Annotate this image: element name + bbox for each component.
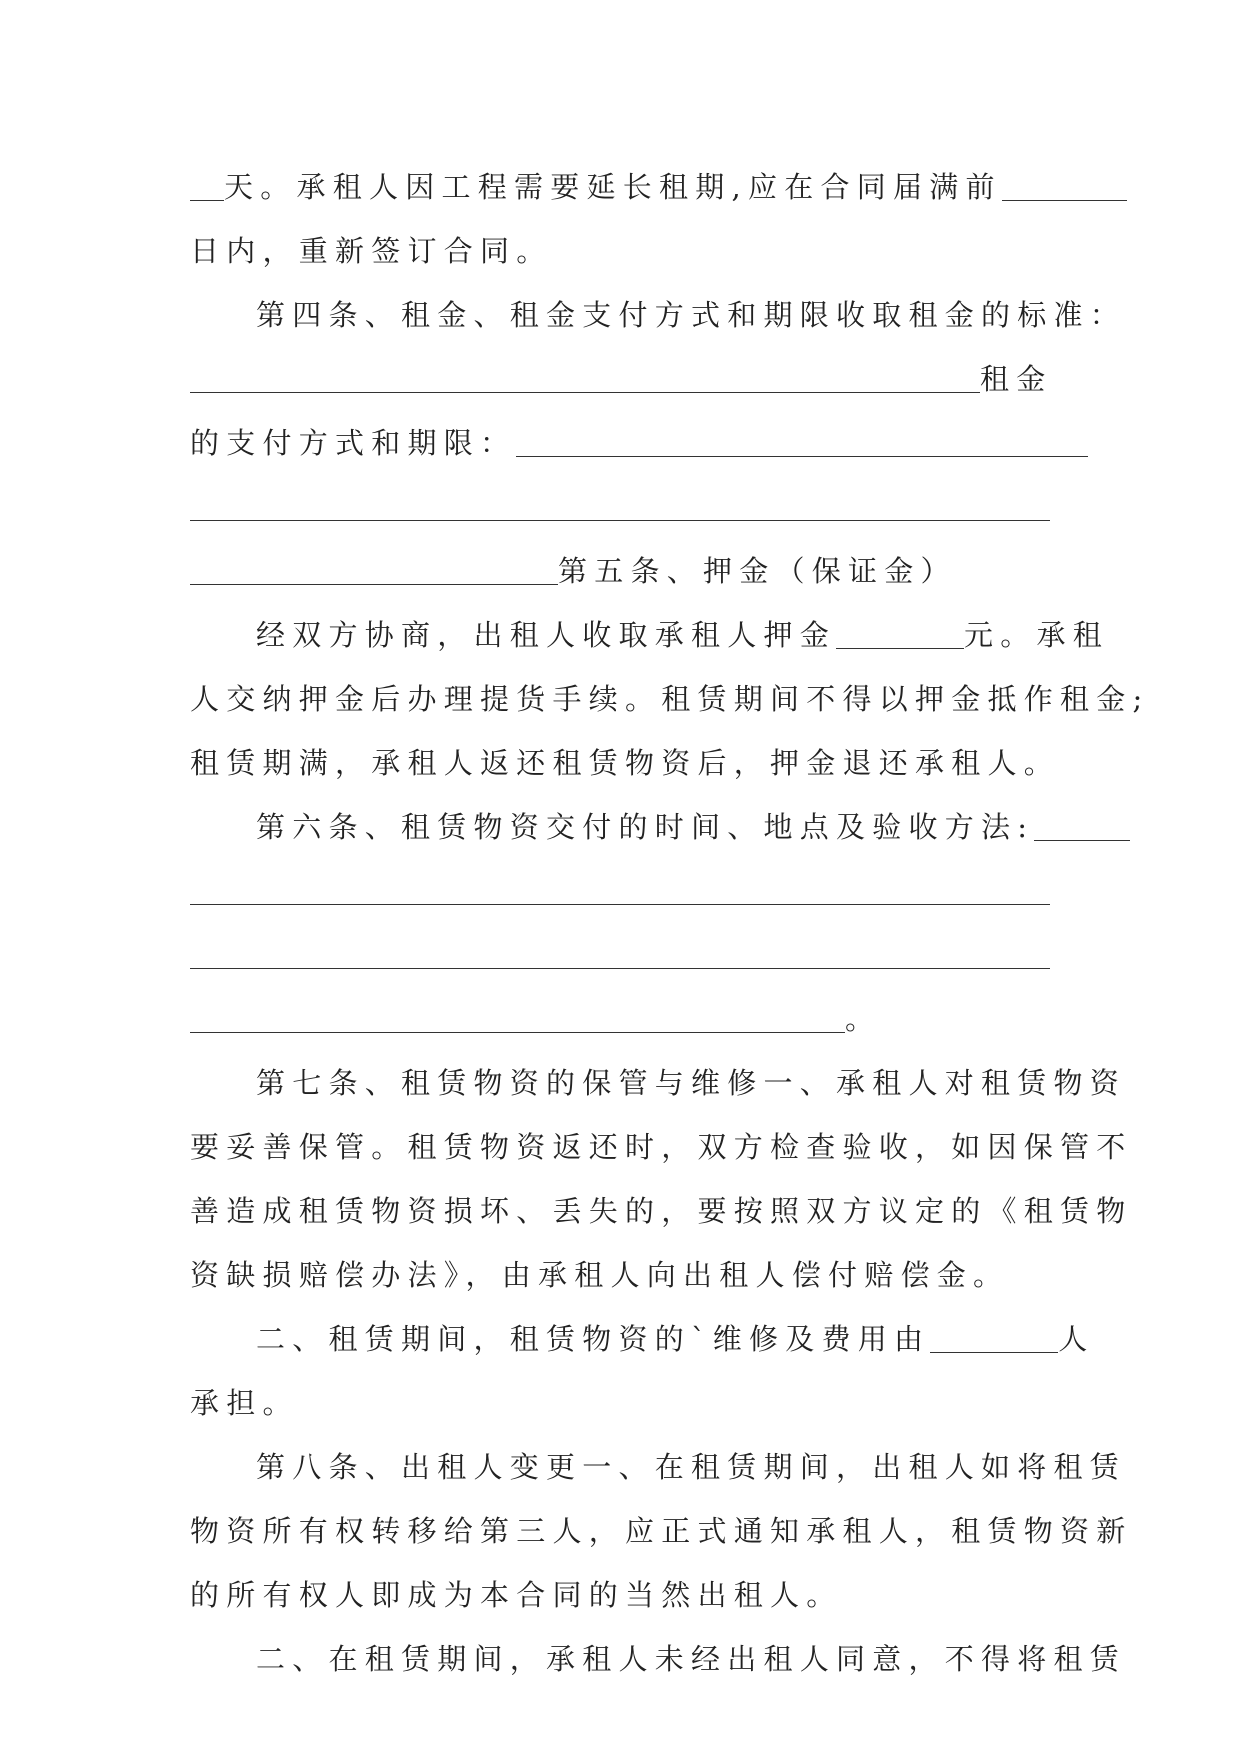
text-line [190, 731, 1061, 795]
line-text: 元。承租 [964, 618, 1110, 652]
line-text: 二、在租赁期间，承租人未经出租人同意，不得将租赁 [256, 1642, 1127, 1676]
text-line [190, 1499, 1133, 1563]
text-line [190, 411, 1050, 475]
line-text: 第七条、租赁物资的保管与维修一、承租人对租赁物资 [256, 1066, 1127, 1100]
line-text: 第四条、租金、租金支付方式和期限收取租金的标准： [256, 298, 1127, 332]
line-text: 日内，重新签订合同。 [190, 234, 553, 268]
text-line [190, 219, 1050, 283]
article-8-heading [190, 1435, 1127, 1499]
fill-blank [190, 490, 1050, 521]
line-text: 的支付方式和期限： [190, 426, 517, 460]
text-line [190, 1563, 1050, 1627]
fill-blank [930, 1322, 1058, 1353]
fill-blank [190, 874, 1050, 905]
text-line [190, 667, 1150, 731]
text-line [190, 347, 1053, 411]
article-4-heading [190, 283, 1127, 347]
line-text: 天。承租人因工程需要延长租期,应在合同届满前 [224, 170, 1002, 204]
fill-blank [1034, 810, 1130, 841]
line-text: 第六条、租赁物资交付的时间、地点及验收方法: [256, 810, 1035, 844]
text-line [190, 987, 1050, 1051]
text-line [190, 1307, 1095, 1371]
line-text: 的所有权人即成为本合同的当然出租人。 [190, 1578, 843, 1612]
text-line [190, 603, 1110, 667]
text-line [190, 1371, 1050, 1435]
line-text: 租金 [980, 362, 1053, 396]
fill-blank [190, 170, 224, 201]
line-text: 第八条、出租人变更一、在租赁期间，出租人如将租赁 [256, 1450, 1127, 1484]
fill-blank [1002, 170, 1127, 201]
fill-blank [516, 426, 1088, 457]
fill-blank [190, 362, 980, 393]
text-line [190, 475, 1050, 539]
line-text: 租赁期满，承租人返还租赁物资后，押金退还承租人。 [190, 746, 1061, 780]
line-text: 第五条、押金（保证金） [558, 554, 957, 588]
text-line [190, 1179, 1133, 1243]
text-line [190, 155, 1050, 219]
text-line [190, 923, 1050, 987]
text-line [190, 859, 1050, 923]
line-text: 。 [845, 1002, 882, 1036]
line-text: 善造成租赁物资损坏、丢失的，要按照双方议定的《租赁物 [190, 1194, 1133, 1228]
line-text: 承担。 [190, 1386, 299, 1420]
line-text: 资缺损赔偿办法》，由承租人向出租人偿付赔偿金。 [190, 1258, 1010, 1292]
line-text: 人 [1058, 1322, 1095, 1356]
article-7-heading [190, 1051, 1127, 1115]
text-line [190, 1627, 1127, 1691]
line-text: 二、租赁期间，租赁物资的`维修及费用由 [256, 1322, 931, 1356]
fill-blank [190, 1002, 845, 1033]
fill-blank [836, 618, 964, 649]
text-line [190, 1243, 1050, 1307]
line-text: 要妥善保管。租赁物资返还时，双方检查验收，如因保管不 [190, 1130, 1133, 1164]
fill-blank [190, 554, 558, 585]
line-text: 人交纳押金后办理提货手续。租赁期间不得以押金抵作租金; [190, 682, 1150, 716]
line-text: 物资所有权转移给第三人，应正式通知承租人，租赁物资新 [190, 1514, 1133, 1548]
text-line [190, 1115, 1133, 1179]
fill-blank [190, 938, 1050, 969]
line-text: 经双方协商，出租人收取承租人押金 [256, 618, 837, 652]
contract-body [190, 155, 1150, 1691]
article-6-heading [190, 795, 1050, 859]
article-5-heading [190, 539, 1050, 603]
